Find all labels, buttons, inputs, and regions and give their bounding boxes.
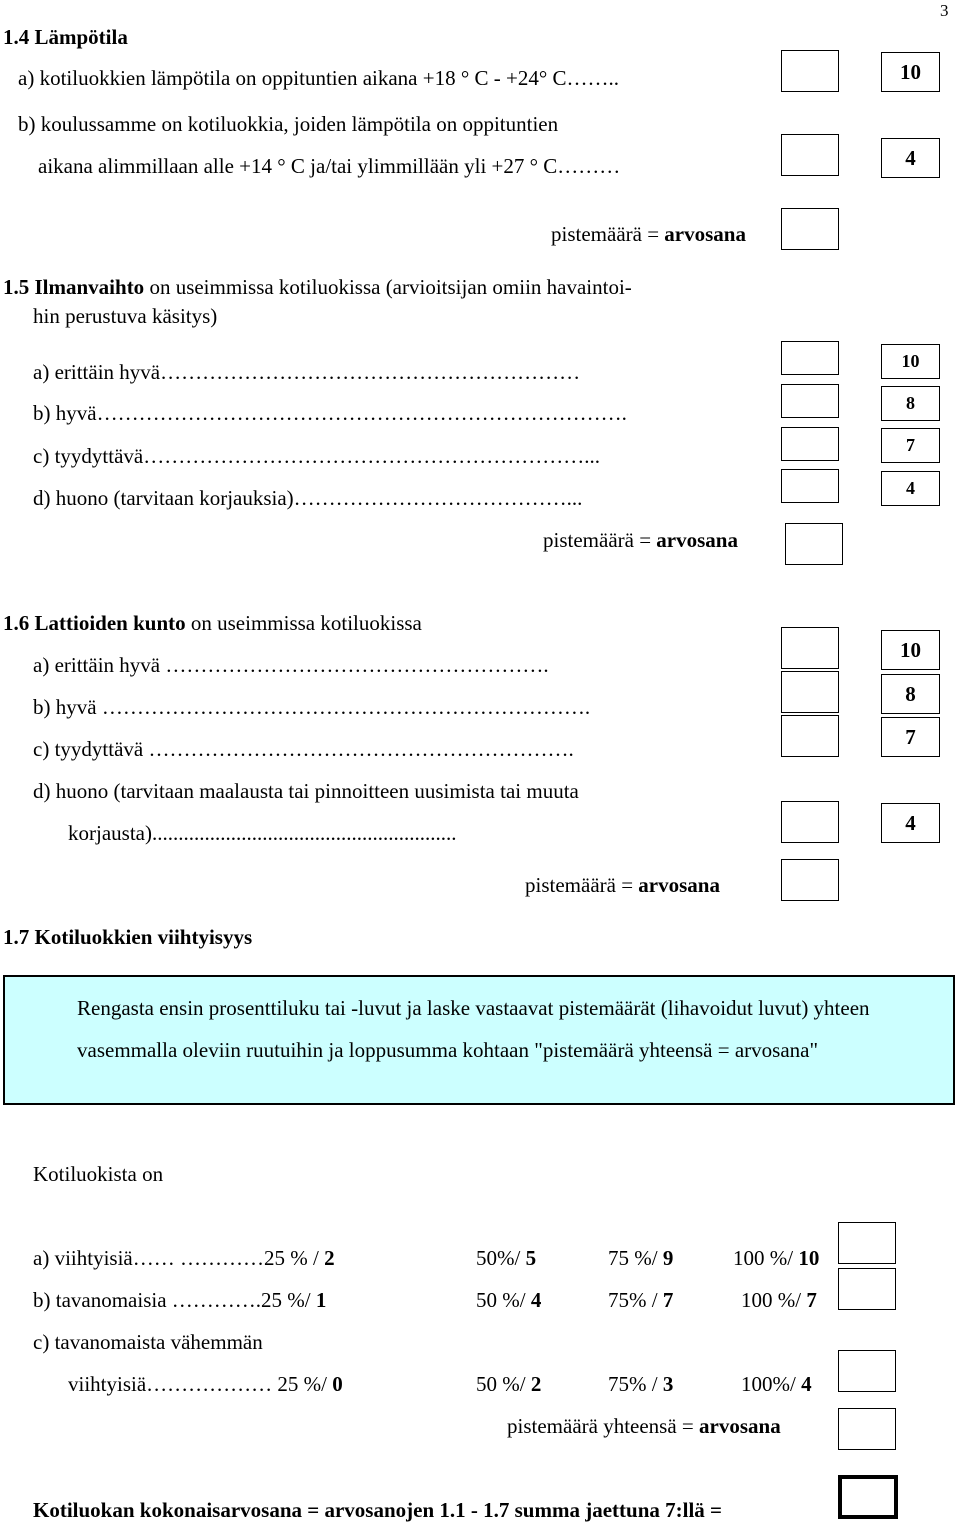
s16-checkbox-b[interactable] [781, 671, 839, 713]
s17-row-c-label [68, 1374, 343, 1395]
s16-score-c: 7 [881, 717, 940, 757]
s16-score-a: 10 [881, 630, 940, 670]
s15-title-rest: on useimmissa kotiluokissa (arvioitsijan omiin havaintoi- [144, 275, 632, 299]
s14-result-grade: arvosana [664, 222, 746, 246]
s16-option-d-line2: korjausta).......................................................... [68, 821, 457, 845]
s17-row-b-pct-75: 75% / [608, 1288, 663, 1312]
s17-row-c-text: viihtyisiä……………… 25 %/ [68, 1372, 333, 1396]
s17-row-c-pts-50: 2 [530, 1372, 542, 1396]
s17-row-c-75 [608, 1374, 673, 1395]
section-1-5-title [3, 277, 632, 298]
s15-score-a: 10 [881, 344, 940, 379]
s15-title-line2: hin perustuva käsitys) [33, 304, 218, 328]
s15-checkbox-d[interactable] [781, 469, 839, 503]
s14-score-b: 4 [881, 138, 940, 178]
s15-checkbox-b[interactable] [781, 384, 839, 418]
s17-total [507, 1416, 781, 1437]
s17-row-a-75 [608, 1248, 673, 1269]
s14-grade-box[interactable] [781, 208, 839, 250]
s17-row-b-pct-100: 100 %/ [741, 1288, 807, 1312]
s17-row-c-pts-75: 3 [662, 1372, 674, 1396]
s14-option-b-line1: b) koulussamme on kotiluokkia, joiden lämpötila on oppituntien [18, 112, 559, 136]
s17-row-a-pct-100: 100 %/ [733, 1246, 799, 1270]
s17-total-box[interactable] [838, 1408, 896, 1450]
s17-row-c-pct-50: 50 %/ [476, 1372, 531, 1396]
s15-option-b: b) hyvä…………………………………………………………………. [33, 401, 627, 425]
s17-row-c-pts-100: 4 [801, 1372, 812, 1396]
s17-row-b-75 [608, 1290, 673, 1311]
s15-checkbox-a[interactable] [781, 341, 839, 375]
s17-row-a-pct-75: 75 %/ [608, 1246, 663, 1270]
s15-result-grade: arvosana [656, 528, 738, 552]
s17-intro: Kotiluokista on [33, 1162, 164, 1186]
s16-option-c: c) tyydyttävä ……………………………………………………. [33, 737, 574, 761]
s16-result-grade: arvosana [638, 873, 720, 897]
s17-row-b-100 [741, 1290, 817, 1311]
s15-title-bold: 1.5 Ilmanvaihto [3, 275, 145, 299]
s16-title-rest: on useimmissa kotiluokissa [185, 611, 422, 635]
s14-score-a: 10 [881, 52, 940, 92]
s17-row-b-pct-50: 50 %/ [476, 1288, 531, 1312]
s15-score-c: 7 [881, 428, 940, 463]
s15-option-a: a) erittäin hyvä…………………………………………………… [33, 360, 581, 384]
s16-option-b: b) hyvä ……………………………………………………………. [33, 695, 591, 719]
s16-option-a: a) erittäin hyvä ………………………………………………. [33, 653, 549, 677]
instruction-text: Rengasta ensin prosenttiluku tai -luvut ja laske vastaavat pistemäärät (lihavoidut luvut) yhteen vasemmalla oleviin ruutuihin ja loppusumma kohtaan "pistemäärä yhteensä = arvosana" [77, 996, 870, 1062]
s17-row-c-label-line1: c) tavanomaista vähemmän [33, 1330, 263, 1354]
s14-checkbox-b[interactable] [781, 134, 839, 176]
s17-row-a-pts-100: 10 [798, 1246, 820, 1270]
s16-grade-box[interactable] [781, 859, 839, 901]
s14-option-a: a) kotiluokkien lämpötila on oppituntien aikana +18 ° C - +24° C…….. [18, 66, 619, 90]
s17-row-c-50 [476, 1374, 541, 1395]
s16-checkbox-d[interactable] [781, 801, 839, 843]
s17-total-label: pistemäärä yhteensä = [507, 1414, 700, 1438]
s16-option-d-line1: d) huono (tarvitaan maalausta tai pinnoitteen uusimista tai muuta [33, 779, 579, 803]
s15-result [543, 530, 738, 551]
s17-row-b-pts-25: 1 [315, 1288, 327, 1312]
s17-row-a-pts-25: 2 [324, 1246, 335, 1270]
s16-score-d: 4 [881, 803, 940, 843]
s17-row-a-text: a) viihtyisiä…… …………25 % / [33, 1246, 325, 1270]
s17-row-b-pts-100: 7 [806, 1288, 817, 1312]
s14-option-b-line2: aikana alimmillaan alle +14 ° C ja/tai ylimmillään yli +27 ° C……… [38, 154, 621, 178]
s16-checkbox-a[interactable] [781, 627, 839, 669]
s17-total-grade: arvosana [699, 1414, 781, 1438]
s15-score-d: 4 [881, 471, 940, 506]
s17-row-a-pts-50: 5 [525, 1246, 537, 1270]
s15-option-c: c) tyydyttävä………………………………………………………... [33, 444, 600, 468]
section-1-7-title: 1.7 Kotiluokkien viihtyisyys [3, 925, 253, 949]
final-grade-label: Kotiluokan kokonaisarvosana = arvosanojen 1.1 - 1.7 summa jaettuna 7:llä = [33, 1498, 723, 1522]
s16-score-b: 8 [881, 674, 940, 714]
s17-row-a-label [33, 1248, 335, 1269]
s17-row-b-pts-75: 7 [662, 1288, 674, 1312]
s15-grade-box[interactable] [785, 523, 843, 565]
page-number: 3 [940, 1, 949, 20]
s16-result [525, 875, 720, 896]
s14-checkbox-a[interactable] [781, 50, 839, 92]
s17-row-c-100 [741, 1374, 812, 1395]
s16-title-bold: 1.6 Lattioiden kunto [3, 611, 186, 635]
instruction-box [3, 975, 955, 1105]
section-1-6-title [3, 613, 422, 634]
s14-result-label: pistemäärä = [551, 222, 665, 246]
s15-score-b: 8 [881, 386, 940, 421]
s15-checkbox-c[interactable] [781, 427, 839, 461]
s15-result-label: pistemäärä = [543, 528, 657, 552]
s15-option-d: d) huono (tarvitaan korjauksia)…………………………………... [33, 486, 583, 510]
s17-row-a-100 [733, 1248, 819, 1269]
s17-row-a-pts-75: 9 [662, 1246, 674, 1270]
s17-row-c-pts-25: 0 [332, 1372, 343, 1396]
s17-row-a-box[interactable] [838, 1222, 896, 1264]
s17-row-a-pct-50: 50%/ [476, 1246, 526, 1270]
s17-row-c-pct-75: 75% / [608, 1372, 663, 1396]
section-1-4-title: 1.4 Lämpötila [3, 25, 128, 49]
s17-row-c-pct-100: 100%/ [741, 1372, 802, 1396]
s16-result-label: pistemäärä = [525, 873, 639, 897]
s16-checkbox-c[interactable] [781, 715, 839, 757]
s17-row-b-box[interactable] [838, 1268, 896, 1310]
s17-row-a-50 [476, 1248, 536, 1269]
s17-row-b-50 [476, 1290, 541, 1311]
final-grade-box[interactable] [838, 1475, 898, 1519]
s17-row-b-pts-50: 4 [530, 1288, 542, 1312]
s17-row-b-text: b) tavanomaisia ………….25 %/ [33, 1288, 316, 1312]
s14-result [551, 224, 746, 245]
s17-row-c-box[interactable] [838, 1350, 896, 1392]
s17-row-b-label [33, 1290, 326, 1311]
